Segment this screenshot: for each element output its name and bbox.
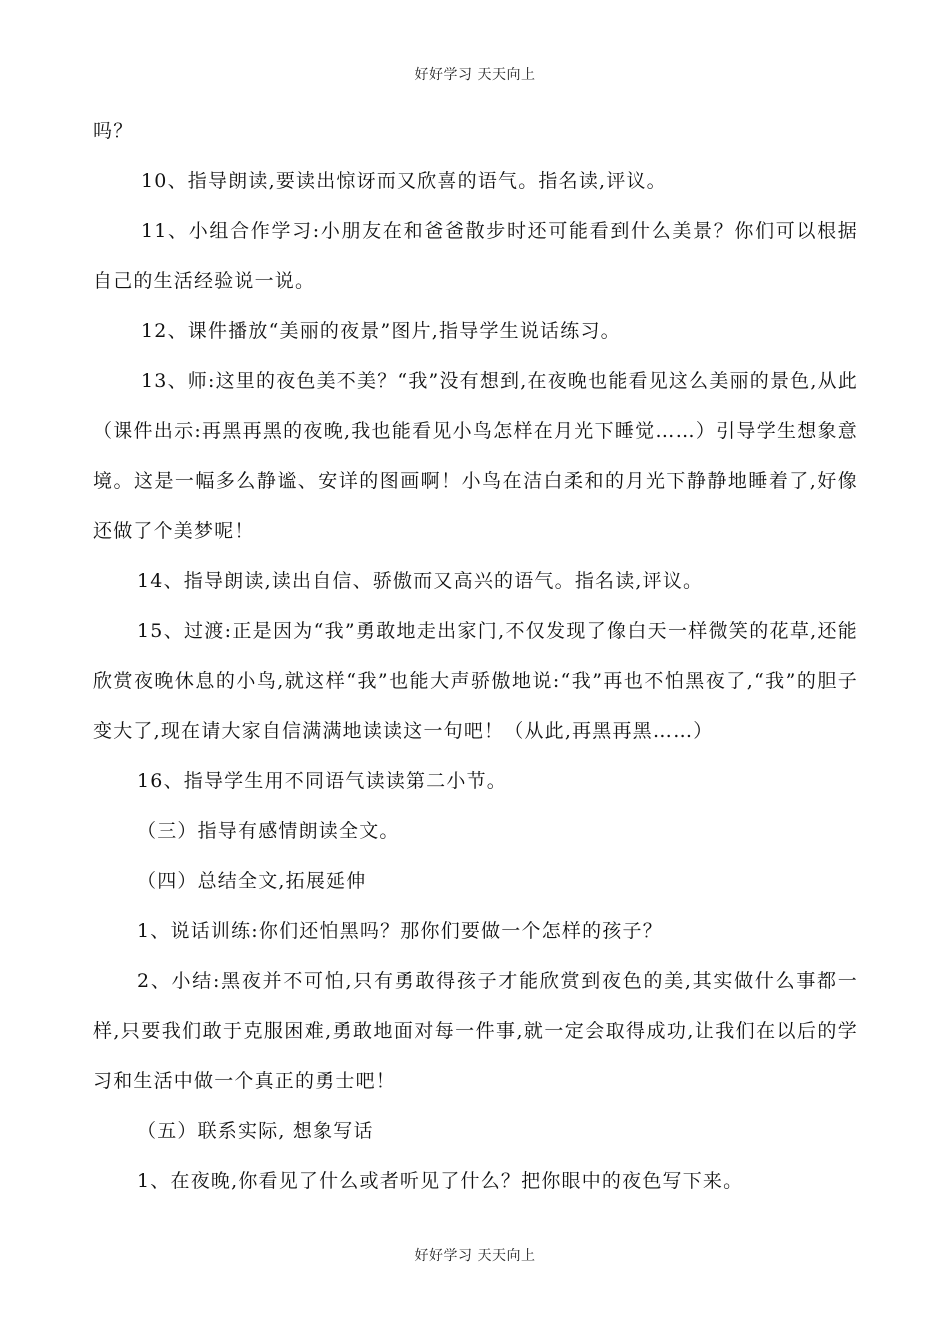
- document-body: [93, 106, 858, 1206]
- paragraph-step-10: 10、指导朗读,要读出惊讶而又欣喜的语气。指名读,评议。: [141, 170, 667, 192]
- page-footer: 好好学习 天天向上: [414, 1248, 536, 1264]
- paragraph-item-2: 2、小结:黑夜并不可怕,只有勇敢得孩子才能欣赏到夜色的美,其实做什么事都一样,只要我们敢于克服困难,勇敢地面对每一件事,就一定会取得成功,让我们在以后的学习和生活中做一个真正的勇士吧！: [93, 970, 858, 1092]
- paragraph-step-16: 16、指导学生用不同语气读读第二小节。: [137, 770, 507, 792]
- paragraph-step-14: 14、指导朗读,读出自信、骄傲而又高兴的语气。指名读,评议。: [137, 570, 704, 592]
- paragraph-step-15: 15、过渡:正是因为“我”勇敢地走出家门,不仅发现了像白天一样微笑的花草,还能欣赏夜晚休息的小鸟,就这样“我”也能大声骄傲地说:“我”再也不怕黑夜了,“我”的胆子变大了,现在请大家自信满满地读读这一句吧！（从此,再黑再黑……）: [93, 620, 858, 742]
- paragraph-step-12: 12、课件播放“美丽的夜景”图片,指导学生说话练习。: [141, 320, 621, 342]
- section-heading-5: （五）联系实际, 想象写话: [137, 1120, 374, 1142]
- paragraph-continuation: 吗？: [93, 120, 134, 142]
- section-heading-4: （四）总结全文,拓展延伸: [137, 870, 367, 892]
- section-heading-3: （三）指导有感情朗读全文。: [137, 820, 400, 842]
- paragraph-item-1: 1、说话训练:你们还怕黑吗？那你们要做一个怎样的孩子？: [137, 920, 663, 942]
- page-header: 好好学习 天天向上: [414, 67, 536, 83]
- paragraph-step-11: 11、小组合作学习:小朋友在和爸爸散步时还可能看到什么美景？你们可以根据自己的生活经验说一说。: [93, 220, 858, 292]
- paragraph-item-1-writing: 1、在夜晚,你看见了什么或者听见了什么？把你眼中的夜色写下来。: [137, 1170, 744, 1192]
- paragraph-step-13: 13、师:这里的夜色美不美？“我”没有想到,在夜晚也能看见这么美丽的景色,从此（课件出示:再黑再黑的夜晚,我也能看见小鸟怎样在月光下睡觉……）引导学生想象意境。这是一幅多么静谧、安详的图画啊！小鸟在洁白柔和的月光下静静地睡着了,好像还做了个美梦呢！: [93, 370, 858, 542]
